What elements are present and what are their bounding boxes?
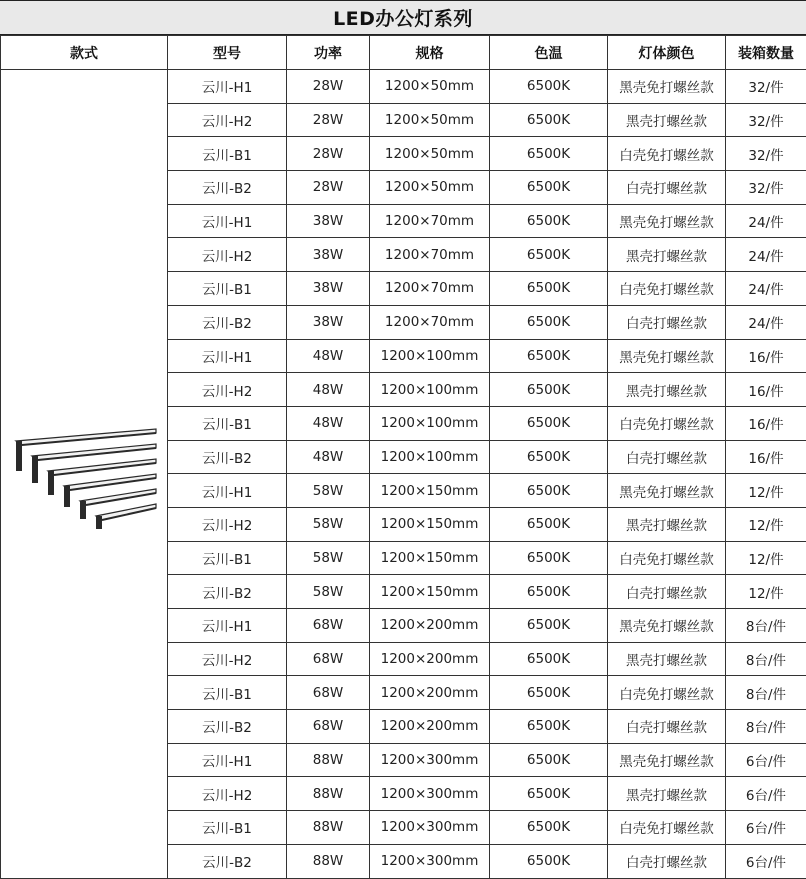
cell-power: 68W (287, 676, 370, 710)
header-pack-qty: 装箱数量 (726, 36, 806, 70)
cell-pack-qty: 16/件 (726, 373, 806, 407)
cell-body-color: 黑壳打螺丝款 (608, 777, 726, 811)
cell-spec: 1200×300mm (370, 777, 490, 811)
cell-cct: 6500K (490, 676, 608, 710)
cell-power: 38W (287, 305, 370, 339)
cell-spec: 1200×100mm (370, 373, 490, 407)
cell-spec: 1200×50mm (370, 70, 490, 104)
cell-power: 48W (287, 339, 370, 373)
cell-pack-qty: 6台/件 (726, 743, 806, 777)
cell-spec: 1200×50mm (370, 137, 490, 171)
cell-pack-qty: 32/件 (726, 137, 806, 171)
cell-power: 38W (287, 238, 370, 272)
cell-body-color: 白壳打螺丝款 (608, 171, 726, 205)
cell-model: 云川-B1 (168, 272, 287, 306)
cell-cct: 6500K (490, 541, 608, 575)
cell-pack-qty: 6台/件 (726, 811, 806, 845)
cell-spec: 1200×200mm (370, 609, 490, 643)
cell-body-color: 黑壳打螺丝款 (608, 238, 726, 272)
header-power: 功率 (287, 36, 370, 70)
cell-cct: 6500K (490, 575, 608, 609)
cell-cct: 6500K (490, 406, 608, 440)
cell-cct: 6500K (490, 70, 608, 104)
cell-cct: 6500K (490, 238, 608, 272)
cell-spec: 1200×100mm (370, 440, 490, 474)
cell-model: 云川-B2 (168, 575, 287, 609)
cell-body-color: 白壳免打螺丝款 (608, 137, 726, 171)
cell-spec: 1200×150mm (370, 575, 490, 609)
cell-body-color: 白壳免打螺丝款 (608, 406, 726, 440)
cell-cct: 6500K (490, 743, 608, 777)
cell-body-color: 白壳免打螺丝款 (608, 541, 726, 575)
cell-pack-qty: 8台/件 (726, 710, 806, 744)
cell-body-color: 白壳打螺丝款 (608, 440, 726, 474)
cell-spec: 1200×200mm (370, 642, 490, 676)
cell-body-color: 白壳免打螺丝款 (608, 272, 726, 306)
cell-pack-qty: 12/件 (726, 474, 806, 508)
header-body-color: 灯体颜色 (608, 36, 726, 70)
cell-model: 云川-H2 (168, 103, 287, 137)
cell-pack-qty: 32/件 (726, 103, 806, 137)
cell-body-color: 黑壳免打螺丝款 (608, 339, 726, 373)
cell-body-color: 黑壳免打螺丝款 (608, 743, 726, 777)
cell-model: 云川-B1 (168, 541, 287, 575)
cell-power: 88W (287, 743, 370, 777)
cell-spec: 1200×200mm (370, 676, 490, 710)
cell-spec: 1200×200mm (370, 710, 490, 744)
cell-power: 68W (287, 642, 370, 676)
cell-power: 28W (287, 171, 370, 205)
cell-body-color: 黑壳打螺丝款 (608, 103, 726, 137)
cell-cct: 6500K (490, 440, 608, 474)
cell-power: 28W (287, 103, 370, 137)
cell-pack-qty: 16/件 (726, 406, 806, 440)
cell-spec: 1200×300mm (370, 743, 490, 777)
cell-pack-qty: 24/件 (726, 272, 806, 306)
cell-model: 云川-H1 (168, 609, 287, 643)
cell-model: 云川-B1 (168, 811, 287, 845)
cell-pack-qty: 24/件 (726, 204, 806, 238)
cell-spec: 1200×50mm (370, 171, 490, 205)
cell-cct: 6500K (490, 507, 608, 541)
cell-body-color: 白壳免打螺丝款 (608, 676, 726, 710)
cell-spec: 1200×70mm (370, 305, 490, 339)
cell-cct: 6500K (490, 777, 608, 811)
cell-power: 48W (287, 406, 370, 440)
cell-model: 云川-B2 (168, 844, 287, 878)
cell-cct: 6500K (490, 103, 608, 137)
cell-model: 云川-B2 (168, 305, 287, 339)
cell-model: 云川-H2 (168, 238, 287, 272)
cell-cct: 6500K (490, 204, 608, 238)
header-model: 型号 (168, 36, 287, 70)
cell-pack-qty: 8台/件 (726, 642, 806, 676)
cell-spec: 1200×150mm (370, 474, 490, 508)
cell-pack-qty: 12/件 (726, 507, 806, 541)
cell-model: 云川-H2 (168, 373, 287, 407)
cell-power: 48W (287, 373, 370, 407)
cell-power: 58W (287, 474, 370, 508)
cell-power: 58W (287, 541, 370, 575)
cell-pack-qty: 12/件 (726, 541, 806, 575)
cell-cct: 6500K (490, 171, 608, 205)
cell-pack-qty: 12/件 (726, 575, 806, 609)
cell-pack-qty: 24/件 (726, 305, 806, 339)
cell-cct: 6500K (490, 811, 608, 845)
page-title: LED办公灯系列 (0, 0, 806, 35)
cell-body-color: 黑壳免打螺丝款 (608, 609, 726, 643)
spec-table (0, 35, 806, 879)
cell-spec: 1200×150mm (370, 541, 490, 575)
cell-pack-qty: 8台/件 (726, 609, 806, 643)
cell-power: 88W (287, 811, 370, 845)
cell-power: 58W (287, 507, 370, 541)
cell-body-color: 黑壳免打螺丝款 (608, 70, 726, 104)
cell-model: 云川-H1 (168, 474, 287, 508)
cell-power: 88W (287, 844, 370, 878)
cell-cct: 6500K (490, 137, 608, 171)
cell-spec: 1200×300mm (370, 811, 490, 845)
cell-cct: 6500K (490, 373, 608, 407)
cell-cct: 6500K (490, 339, 608, 373)
cell-body-color: 白壳打螺丝款 (608, 844, 726, 878)
cell-model: 云川-B2 (168, 171, 287, 205)
cell-model: 云川-B1 (168, 406, 287, 440)
cell-power: 68W (287, 609, 370, 643)
cell-model: 云川-H1 (168, 204, 287, 238)
cell-power: 38W (287, 204, 370, 238)
cell-pack-qty: 8台/件 (726, 676, 806, 710)
cell-pack-qty: 32/件 (726, 70, 806, 104)
cell-model: 云川-B2 (168, 440, 287, 474)
cell-pack-qty: 16/件 (726, 339, 806, 373)
cell-power: 38W (287, 272, 370, 306)
cell-pack-qty: 6台/件 (726, 844, 806, 878)
cell-cct: 6500K (490, 844, 608, 878)
cell-cct: 6500K (490, 642, 608, 676)
cell-body-color: 白壳打螺丝款 (608, 305, 726, 339)
product-image-cell (1, 70, 168, 879)
cell-body-color: 黑壳打螺丝款 (608, 507, 726, 541)
cell-cct: 6500K (490, 305, 608, 339)
cell-cct: 6500K (490, 474, 608, 508)
cell-model: 云川-B1 (168, 137, 287, 171)
cell-spec: 1200×70mm (370, 272, 490, 306)
cell-body-color: 黑壳免打螺丝款 (608, 474, 726, 508)
cell-body-color: 黑壳打螺丝款 (608, 642, 726, 676)
cell-body-color: 白壳免打螺丝款 (608, 811, 726, 845)
table-row (1, 70, 806, 104)
cell-model: 云川-H2 (168, 642, 287, 676)
cell-spec: 1200×100mm (370, 406, 490, 440)
cell-power: 88W (287, 777, 370, 811)
cell-power: 58W (287, 575, 370, 609)
cell-model: 云川-B1 (168, 676, 287, 710)
cell-body-color: 白壳打螺丝款 (608, 575, 726, 609)
header-cct: 色温 (490, 36, 608, 70)
cell-spec: 1200×100mm (370, 339, 490, 373)
cell-spec: 1200×50mm (370, 103, 490, 137)
cell-power: 48W (287, 440, 370, 474)
cell-power: 68W (287, 710, 370, 744)
cell-spec: 1200×70mm (370, 204, 490, 238)
cell-spec: 1200×150mm (370, 507, 490, 541)
cell-pack-qty: 16/件 (726, 440, 806, 474)
cell-model: 云川-H1 (168, 339, 287, 373)
cell-model: 云川-H1 (168, 70, 287, 104)
cell-body-color: 白壳打螺丝款 (608, 710, 726, 744)
header-style: 款式 (1, 36, 168, 70)
cell-spec: 1200×70mm (370, 238, 490, 272)
cell-model: 云川-H1 (168, 743, 287, 777)
cell-cct: 6500K (490, 272, 608, 306)
linear-lamp-icon (4, 419, 164, 529)
cell-body-color: 黑壳打螺丝款 (608, 373, 726, 407)
cell-power: 28W (287, 137, 370, 171)
cell-pack-qty: 24/件 (726, 238, 806, 272)
cell-pack-qty: 32/件 (726, 171, 806, 205)
cell-pack-qty: 6台/件 (726, 777, 806, 811)
cell-model: 云川-H2 (168, 507, 287, 541)
cell-spec: 1200×300mm (370, 844, 490, 878)
cell-cct: 6500K (490, 710, 608, 744)
cell-cct: 6500K (490, 609, 608, 643)
cell-power: 28W (287, 70, 370, 104)
header-spec: 规格 (370, 36, 490, 70)
cell-body-color: 黑壳免打螺丝款 (608, 204, 726, 238)
cell-model: 云川-B2 (168, 710, 287, 744)
header-row (1, 36, 806, 70)
cell-model: 云川-H2 (168, 777, 287, 811)
